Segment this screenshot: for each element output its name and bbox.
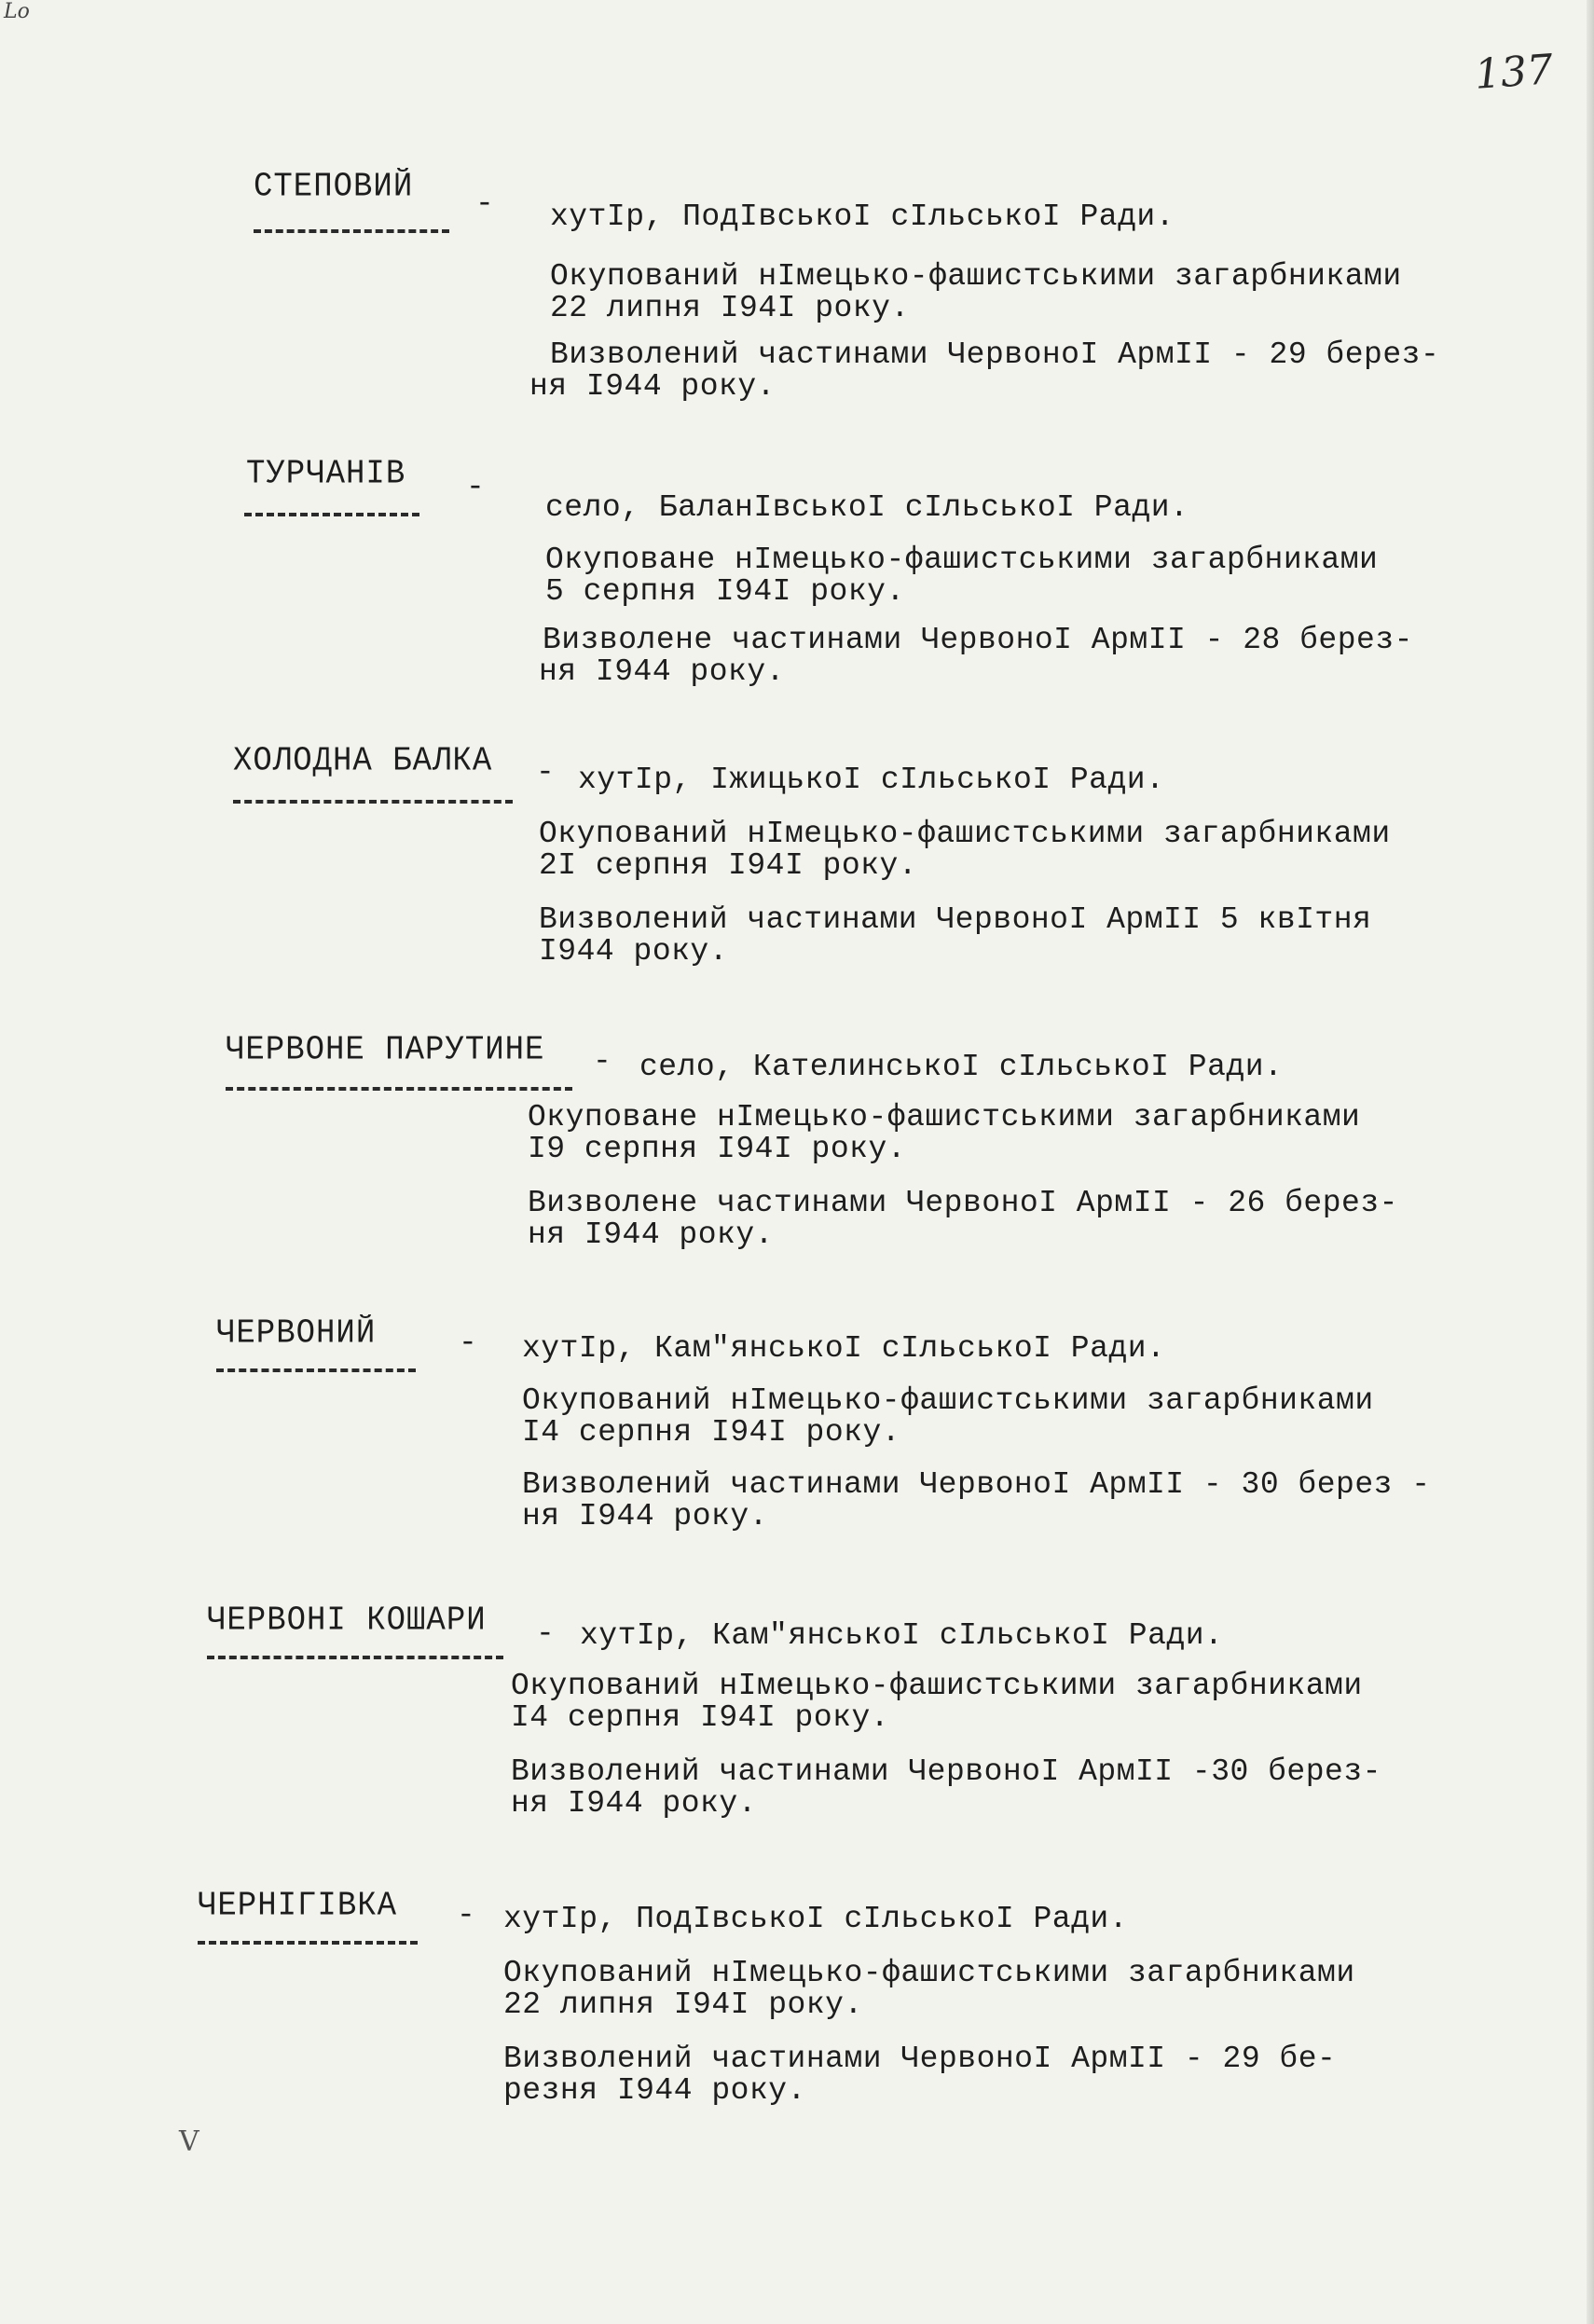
entry-dash: - (466, 470, 486, 504)
occupation-line-1: Окупований нІмецько-фашистськими загарбниками (539, 817, 1391, 851)
corner-mark: Lo (4, 0, 30, 23)
occupation-line-2: 22 липня І94І року. (503, 1987, 863, 2022)
liberation-line-2: ня І944 року. (522, 1499, 768, 1533)
entry-dash: - (536, 755, 556, 790)
entry-name: ТУРЧАНІВ (246, 456, 406, 493)
name-underline (198, 1941, 418, 1945)
name-underline (216, 1368, 416, 1372)
entry-designation: хутІр, Кам"янськоІ сІльськоІ Ради. (580, 1618, 1224, 1653)
entry-name: СТЕПОВИЙ (254, 169, 414, 206)
page-number: 137 (1473, 46, 1555, 99)
occupation-line-1: Окупований нІмецько-фашистськими загарбниками (511, 1669, 1363, 1703)
occupation-line-2: 2І серпня І94І року. (539, 848, 918, 883)
entry-name: ЧЕРВОНЕ ПАРУТИНЕ (226, 1032, 545, 1069)
occupation-line-1: Окуповане нІмецько-фашистськими загарбниками (545, 543, 1379, 577)
name-underline (244, 513, 419, 516)
name-underline (226, 1087, 572, 1091)
entry-designation: село, КателинськоІ сІльськоІ Ради. (639, 1050, 1284, 1084)
entry-designation: хутІр, ПодІвськоІ сІльськоІ Ради. (503, 1902, 1129, 1936)
entry-dash: - (475, 186, 495, 221)
liberation-line-2: ня І944 року. (511, 1786, 757, 1821)
liberation-line-1: Визволене частинами ЧервоноІ АрмІІ - 28 берез- (543, 623, 1413, 657)
liberation-line-2: ня І944 року. (529, 369, 776, 404)
liberation-line-1: Визволений частинами ЧервоноІ АрмІІ -30 берез- (511, 1754, 1381, 1789)
stray-mark: V (179, 2125, 199, 2158)
occupation-line-1: Окупований нІмецько-фашистськими загарбниками (550, 259, 1402, 294)
entry-name: ЧЕРВОНІ КОШАРИ (207, 1602, 487, 1640)
entry-dash: - (457, 1898, 476, 1932)
occupation-line-2: І4 серпня І94І року. (511, 1700, 890, 1735)
entry-designation: хутІр, ПодІвськоІ сІльськоІ Ради. (550, 199, 1175, 234)
entry-name: ЧЕРНІГІВКА (198, 1888, 398, 1925)
liberation-line-1: Визволений частинами ЧервоноІ АрмІІ - 29 бе- (503, 2042, 1337, 2076)
liberation-line-2: ня І944 року. (528, 1217, 774, 1252)
entry-designation: хутІр, ІжицькоІ сІльськоІ Ради. (578, 763, 1165, 797)
entry-dash: - (459, 1326, 478, 1360)
occupation-line-2: 5 серпня І94І року. (545, 574, 905, 609)
occupation-line-1: Окуповане нІмецько-фашистськими загарбниками (528, 1100, 1361, 1134)
entry-designation: хутІр, Кам"янськоІ сІльськоІ Ради. (522, 1331, 1166, 1366)
liberation-line-1: Визволений частинами ЧервоноІ АрмІІ - 30 берез - (522, 1467, 1431, 1502)
name-underline (233, 800, 513, 804)
entry-name: ЧЕРВОНИЙ (216, 1315, 377, 1353)
liberation-line-1: Визволене частинами ЧервоноІ АрмІІ - 26 берез- (528, 1186, 1398, 1220)
name-underline (207, 1656, 503, 1659)
liberation-line-1: Визволений частинами ЧервоноІ АрмІІ 5 квІтня (539, 902, 1372, 937)
occupation-line-1: Окупований нІмецько-фашистськими загарбниками (522, 1383, 1374, 1418)
name-underline (254, 229, 449, 233)
entry-dash: - (593, 1044, 612, 1079)
occupation-line-2: І4 серпня І94І року. (522, 1415, 901, 1450)
occupation-line-2: І9 серпня І94І року. (528, 1132, 907, 1166)
liberation-line-2: І944 року. (539, 934, 729, 969)
entry-dash: - (536, 1616, 556, 1651)
entry-name: ХОЛОДНА БАЛКА (233, 743, 493, 780)
liberation-line-2: резня І944 року. (503, 2073, 806, 2108)
occupation-line-2: 22 липня І94І року. (550, 291, 910, 325)
liberation-line-1: Визволений частинами ЧервоноІ АрмІІ - 29 берез- (550, 337, 1440, 372)
liberation-line-2: ня І944 року. (539, 654, 785, 689)
occupation-line-1: Окупований нІмецько-фашистськими загарбниками (503, 1956, 1355, 1990)
entry-designation: село, БаланІвськоІ сІльськоІ Ради. (545, 490, 1189, 525)
